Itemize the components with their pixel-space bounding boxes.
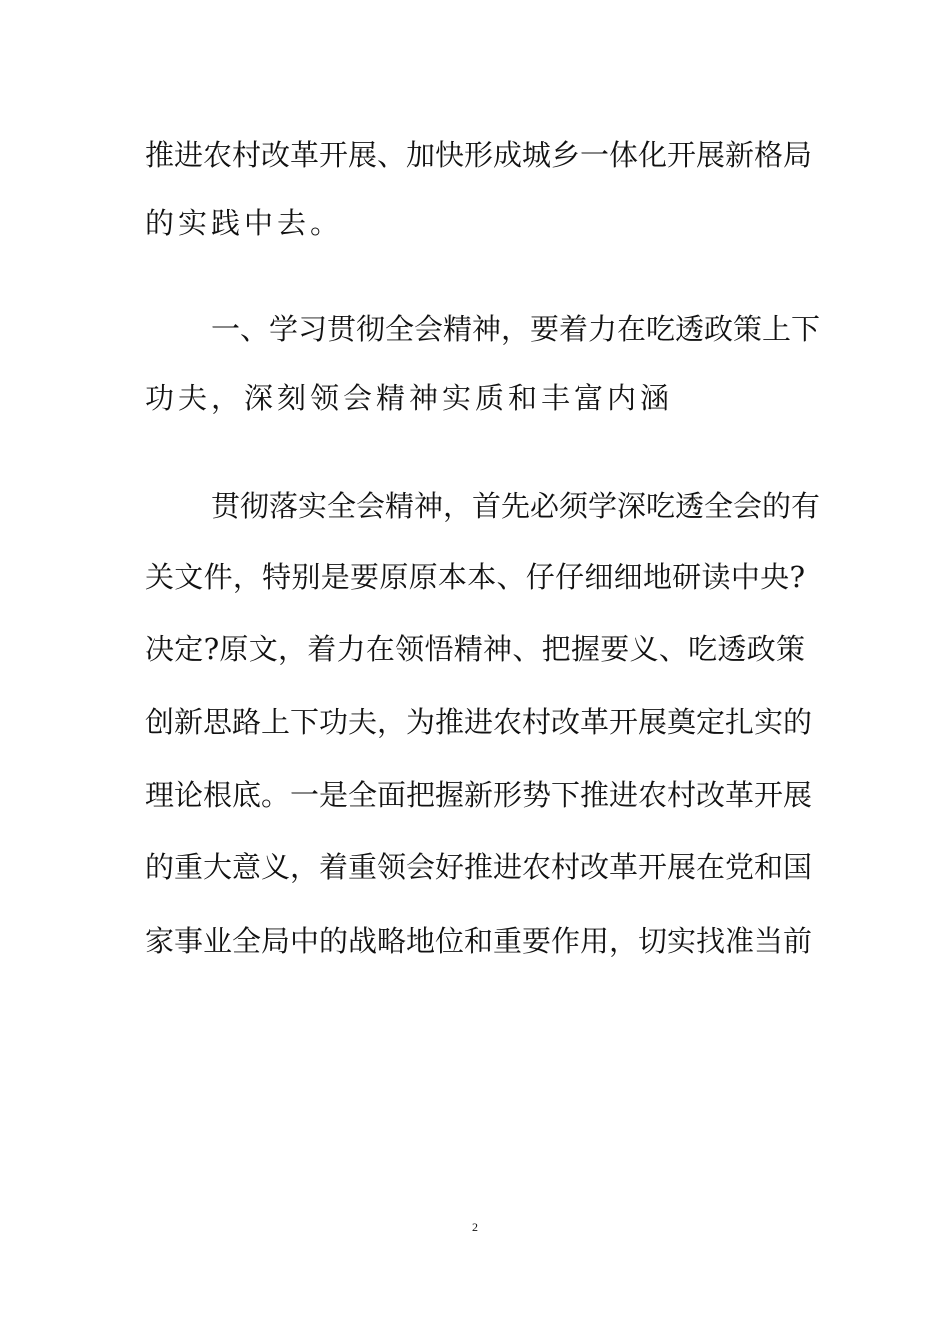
paragraph-line: 的实践中去。: [145, 206, 344, 240]
paragraph-line: 推进农村改革开展、加快形成城乡一体化开展新格局: [145, 138, 813, 172]
paragraph-line: 的重大意义，着重领会好推进农村改革开展在党和国: [145, 850, 813, 884]
paragraph-line: 关文件，特别是要原原本本、仔仔细细地研读中央?: [145, 560, 805, 594]
section-heading-line: 一、学习贯彻全会精神，要着力在吃透政策上下: [211, 312, 821, 346]
paragraph-line: 决定?原文，着力在领悟精神、把握要义、吃透政策: [145, 632, 805, 666]
paragraph-line: 家事业全局中的战略地位和重要作用，切实找准当前: [145, 924, 813, 958]
paragraph-line: 贯彻落实全会精神，首先必须学深吃透全会的有: [211, 489, 821, 523]
paragraph-line: 理论根底。一是全面把握新形势下推进农村改革开展: [145, 778, 813, 812]
section-heading-line: 功夫，深刻领会精神实质和丰富内涵: [145, 381, 674, 415]
page-number: 2: [472, 1220, 478, 1234]
paragraph-line: 创新思路上下功夫，为推进农村改革开展奠定扎实的: [145, 705, 813, 739]
